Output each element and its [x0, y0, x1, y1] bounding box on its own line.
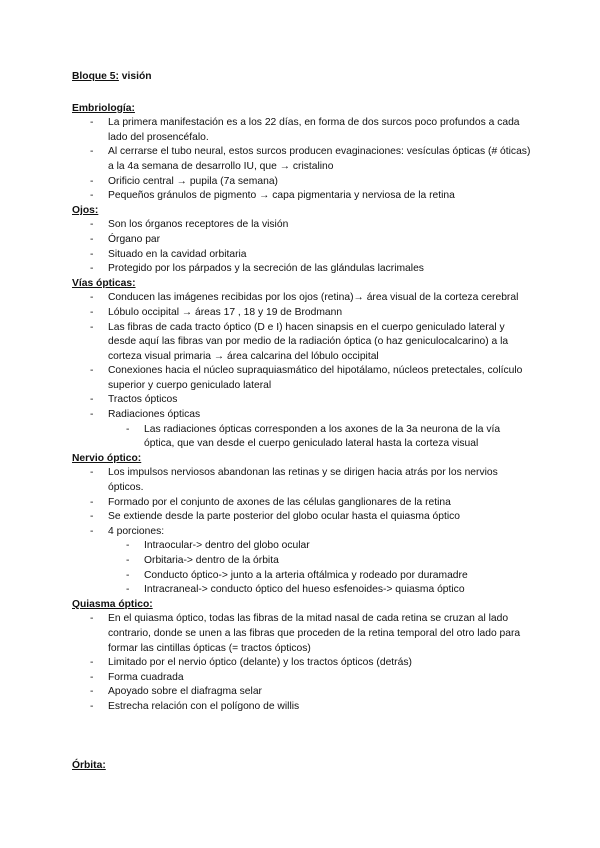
list-item	[72, 262, 532, 277]
list-item-text: Son los órganos receptores de la visión	[108, 219, 289, 231]
bullet-list	[72, 612, 532, 714]
list-item-text: Al cerrarse el tubo neural, estos surcos producen evaginaciones: vesículas ópticas (# óticas) a la 4a semana de desarrollo IU, que → cristalino	[108, 146, 531, 172]
sub-list-item: - Intraocular-> dentro del globo ocular	[72, 539, 532, 554]
list-item	[72, 525, 532, 598]
list-item	[72, 393, 532, 408]
section-heading: Quiasma óptico:	[72, 598, 153, 610]
list-item	[72, 700, 532, 715]
list-item-text: En el quiasma óptico, todas las fibras de la mitad nasal de cada retina se cruzan al lado contrario, donde se unen a las fibras que proceden de la retina temporal del otro lado para formar las cintillas ópticas (= tractos ópticos)	[108, 613, 521, 654]
list-item	[72, 189, 532, 204]
list-item	[72, 218, 532, 233]
list-item	[72, 233, 532, 248]
document-body	[72, 70, 532, 773]
list-item-text: Limitado por el nervio óptico (delante) y los tractos ópticos (detrás)	[108, 657, 412, 669]
list-item-text: Situado en la cavidad orbitaria	[108, 248, 247, 260]
section-heading: Nervio óptico:	[72, 452, 142, 464]
list-item-text: Pequeños gránulos de pigmento → capa pigmentaria y nerviosa de la retina	[108, 190, 455, 202]
list-item-text: Radiaciones ópticas	[108, 409, 201, 421]
sub-list-item: - Orbitaria-> dentro de la órbita	[72, 554, 532, 569]
list-item	[72, 175, 532, 190]
list-item-text: Las fibras de cada tracto óptico (D e I) hacen sinapsis en el cuerpo geniculado lateral y desde aquí las fibras van por medio de la radiación óptica (o haz geniculocalcarino) a la corteza visual primaria → área calcarina del lóbulo occipital	[108, 321, 509, 362]
list-item	[72, 145, 532, 174]
list-item	[72, 306, 532, 321]
title-block-label: Bloque 5:	[72, 71, 119, 82]
sub-list-item: - Las radiaciones ópticas corresponden a los axones de la 3a neurona de la vía óptica, que van desde el cuerpo geniculado lateral hasta la corteza visual	[72, 423, 532, 452]
sub-bullet-list	[108, 423, 532, 452]
bullet-list	[72, 466, 532, 597]
list-item	[72, 656, 532, 671]
sub-list-item: - Conducto óptico-> junto a la arteria oftálmica y rodeado por duramadre	[72, 569, 532, 584]
list-item-text: Los impulsos nerviosos abandonan las retinas y se dirigen hacia atrás por los nervios ópticos.	[108, 467, 498, 494]
list-item-text: Apoyado sobre el diafragma selar	[108, 686, 262, 698]
list-item-text: Tractos ópticos	[108, 394, 178, 406]
list-item-text: Estrecha relación con el polígono de willis	[108, 700, 300, 712]
list-item	[72, 612, 532, 656]
sub-bullet-list	[108, 539, 532, 597]
sub-list-item: - Intracraneal-> conducto óptico del hueso esfenoides-> quiasma óptico	[72, 583, 532, 598]
list-item-text: Se extiende desde la parte posterior del globo ocular hasta el quiasma óptico	[108, 511, 461, 523]
list-item-text: Conducen las imágenes recibidas por los ojos (retina)→ área visual de la corteza cerebral	[108, 292, 519, 304]
list-item-text: Órgano par	[108, 233, 161, 245]
list-item-text: 4 porciones:	[108, 525, 165, 537]
bullet-list	[72, 218, 532, 276]
list-item-text: Formado por el conjunto de axones de las células ganglionares de la retina	[108, 496, 451, 508]
list-item	[72, 248, 532, 263]
list-item	[72, 685, 532, 700]
section-heading-orbita: Órbita:	[72, 759, 106, 771]
list-item-text: Orificio central → pupila (7a semana)	[108, 175, 278, 187]
list-item	[72, 408, 532, 452]
list-item	[72, 291, 532, 306]
list-item	[72, 364, 532, 393]
list-item	[72, 116, 532, 145]
list-item	[72, 496, 532, 511]
page-title	[72, 70, 532, 85]
list-item-text: La primera manifestación es a los 22 días, en forma de dos surcos poco profundos a cada lado del prosencéfalo.	[108, 117, 520, 143]
list-item-text: Conexiones hacia el núcleo supraquiasmático del hipotálamo, núcleos pretectales, colículo superior y cuerpo geniculado lateral	[108, 365, 523, 391]
list-item	[72, 321, 532, 365]
section-heading: Ojos:	[72, 204, 99, 216]
list-item	[72, 671, 532, 686]
sections-container	[72, 102, 532, 715]
title-topic: visión	[118, 71, 152, 82]
spacer	[72, 715, 532, 759]
list-item-text: Forma cuadrada	[108, 671, 184, 683]
bullet-list	[72, 291, 532, 452]
list-item-text: Protegido por los párpados y la secreción de las glándulas lacrimales	[108, 263, 424, 275]
bullet-list	[72, 116, 532, 204]
list-item-text: Lóbulo occipital → áreas 17 , 18 y 19 de Brodmann	[108, 306, 343, 318]
section-heading: Vías ópticas:	[72, 277, 136, 289]
list-item	[72, 466, 532, 495]
section-heading: Embriología:	[72, 102, 135, 114]
list-item	[72, 510, 532, 525]
